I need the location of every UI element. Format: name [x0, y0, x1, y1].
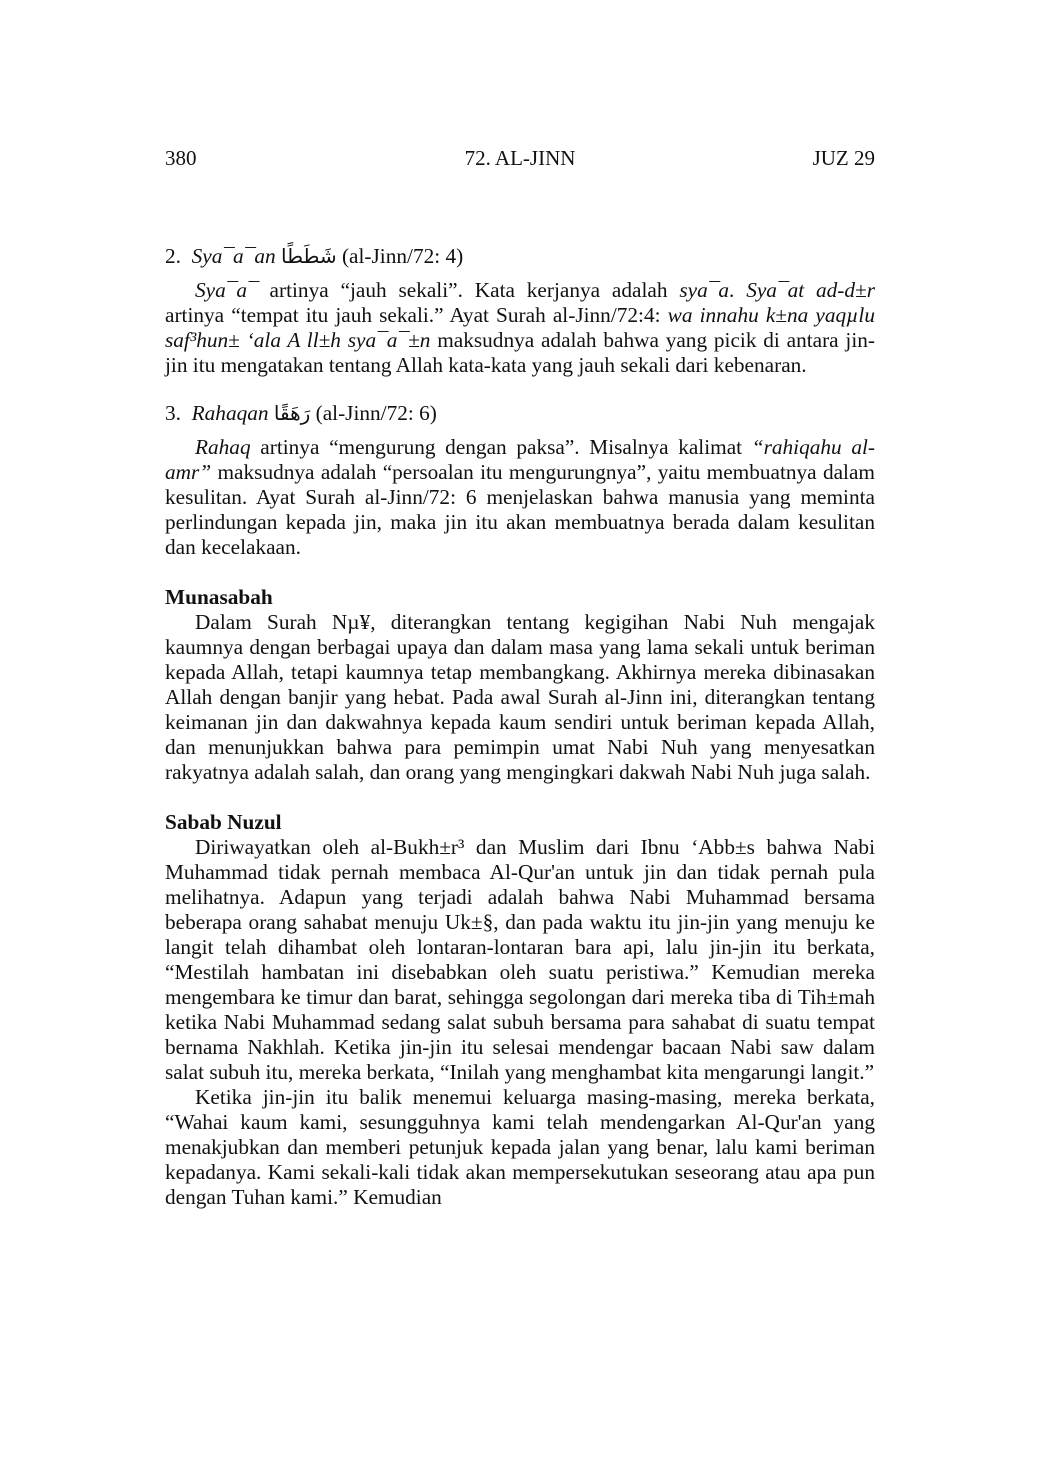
sabab-nuzul-heading: Sabab Nuzul — [165, 810, 282, 834]
munasabah-heading: Munasabah — [165, 585, 273, 609]
sabab-nuzul-paragraph-1: Diriwayatkan oleh al-Bukh±r³ dan Muslim dari Ibnu ‘Abb±s bahwa Nabi Muhammad tidak pernah membaca Al-Qur'an untuk jin dan tidak pernah pula melihatnya. Adapun yang terjadi adalah bahwa Nabi Muhammad bersama beberapa orang sahabat menuju Uk±§, dan pada waktu itu jin-jin yang menuju ke langit telah dihambat oleh lontaran-lontaran bara api, lalu jin-jin itu berkata, “Mestilah hambatan ini disebabkan oleh suatu peristiwa.” Kemudian mereka mengembara ke timur dan barat, sehingga segolongan dari mereka tiba di Tih±mah ketika Nabi Muhammad sedang salat subuh bersama para sahabat di suatu tempat bernama Nakhlah. Ketika jin-jin itu selesai mendengar bacaan Nabi saw dalam salat subuh itu, mereka berkata, “Inilah yang menghambat kita mengarungi langit.” — [165, 835, 875, 1084]
page-number: 380 — [165, 146, 197, 170]
term-2-ref: (al-Jinn/72: 4) — [341, 244, 464, 268]
chapter-title: 72. AL-JINN — [464, 146, 576, 170]
munasabah-section — [165, 585, 875, 785]
page-content — [165, 244, 875, 1210]
term-2-arabic: شَطَطًا — [280, 244, 337, 268]
munasabah-paragraph: Dalam Surah Nµ¥, diterangkan tentang kegigihan Nabi Nuh mengajak kaumnya dengan berbagai upaya dan dalam masa yang lama sekali untuk beriman kepada Allah, tetapi kaumnya tetap membangkang. Akhirnya mereka dibinasakan Allah dengan banjir yang hebat. Pada awal Surah al-Jinn ini, diterangkan tentang keimanan jin dan dakwahnya kepada kaum sendiri untuk beriman kepada Allah, dan menunjukkan bahwa para pemimpin umat Nabi Nuh yang menyesatkan rakyatnya adalah salah, dan orang yang mengingkari dakwah Nabi Nuh juga salah. — [165, 610, 875, 784]
term-2-word: Sya¯a¯an — [191, 244, 276, 268]
term-2-heading: 2. Sya¯a¯an شَطَطًا (al-Jinn/72: 4) — [165, 244, 464, 268]
term-3-arabic: رَهَقًا — [273, 401, 311, 425]
sabab-nuzul-section — [165, 810, 875, 1210]
page-header — [165, 146, 875, 176]
term-3-paragraph: Rahaq artinya “mengurung dengan paksa”. Misalnya kalimat “rahiqahu al-amr” maksudnya adalah “persoalan itu mengurungnya”, yaitu membuatnya dalam kesulitan. Ayat Surah al-Jinn/72: 6 menjelaskan bahwa manusia yang meminta perlindungan kepada jin, maka jin itu akan membuatnya berada dalam kesulitan dan kecelakaan. — [165, 435, 876, 559]
juz-label: JUZ 29 — [812, 146, 875, 170]
sabab-nuzul-paragraph-2: Ketika jin-jin itu balik menemui keluarga masing-masing, mereka berkata, “Wahai kaum kami, sesungguhnya kami telah mendengarkan Al-Qur'an yang menakjubkan dan memberi petunjuk kepada jalan yang benar, lalu kami beriman kepadanya. Kami sekali-kali tidak akan mempersekutukan seseorang atau apa pun dengan Tuhan kami.” Kemudian — [165, 1085, 875, 1209]
term-3-section — [165, 401, 875, 560]
term-3-word: Rahaqan — [191, 401, 269, 425]
term-2-section — [165, 244, 875, 378]
term-3-ref: (al-Jinn/72: 6) — [315, 401, 437, 425]
term-2-paragraph: Sya¯a¯ artinya “jauh sekali”. Kata kerjanya adalah sya¯a. Sya¯at ad-d±r artinya “tempat itu jauh sekali.” Ayat Surah al-Jinn/72:4: wa innahu k±na yaqµlu saf³hun± ‘ala A ll±h sya¯a¯±n maksudnya adalah bahwa yang picik di antara jin-jin itu mengatakan tentang Allah kata-kata yang jauh sekali dari kebenaran. — [165, 278, 875, 377]
term-3-heading: 3. Rahaqan رَهَقًا (al-Jinn/72: 6) — [165, 401, 437, 425]
